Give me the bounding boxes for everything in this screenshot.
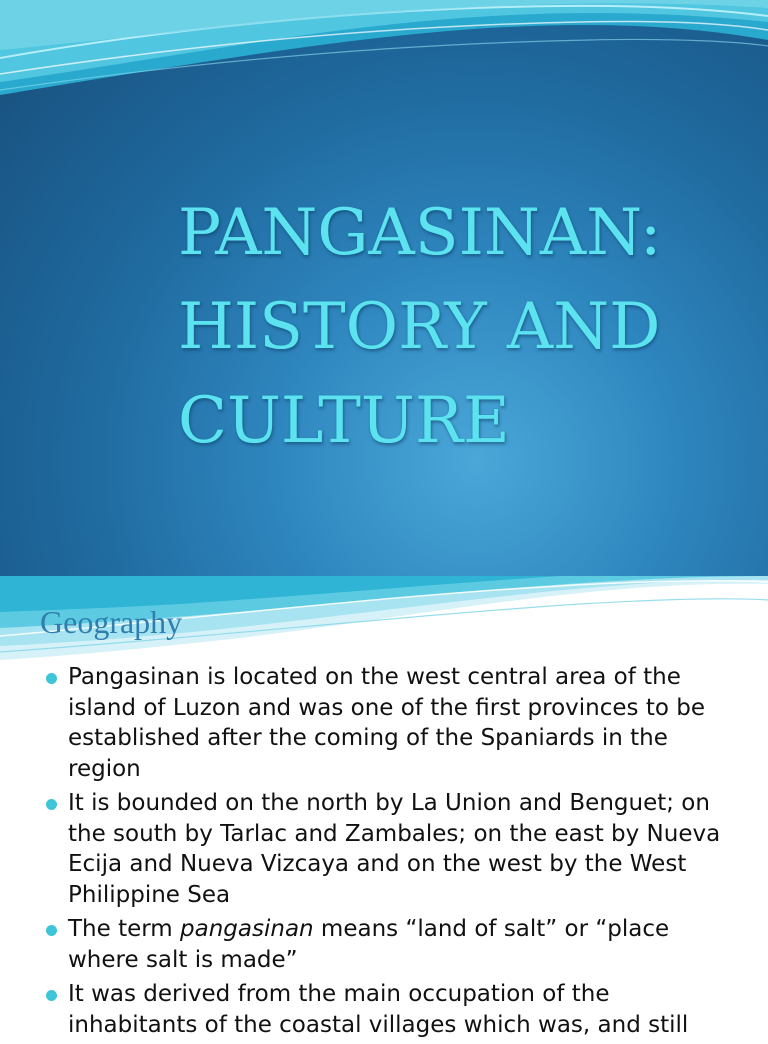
- title-line-3: CULTURE: [178, 384, 510, 458]
- bullet-dot-icon: [46, 673, 57, 684]
- content-slide: [0, 576, 768, 1038]
- section-heading: Geography: [40, 604, 183, 640]
- list-item: [46, 914, 736, 975]
- list-item: [46, 788, 736, 910]
- bullet-text: Pangasinan is located on the west central area of the island of Luzon and was one of the first provinces to be established after the coming of the Spaniards in the region: [68, 664, 705, 782]
- list-item: [46, 662, 736, 784]
- bullet-dot-icon: [46, 990, 57, 1001]
- bullet-dot-icon: [46, 799, 57, 810]
- bullet-text: It was derived from the main occupation of the inhabitants of the coastal villages which was, and still: [68, 981, 689, 1038]
- title-line-1: PANGASINAN:: [178, 196, 662, 270]
- bullet-term-emphasis: pangasinan: [180, 916, 314, 942]
- bullet-dot-icon: [46, 925, 57, 936]
- list-item: [46, 979, 736, 1040]
- bullet-text-pre: The term: [68, 916, 181, 942]
- wave-decoration-top: [0, 0, 768, 110]
- slide-title: [178, 186, 738, 468]
- title-line-2: HISTORY AND: [178, 290, 661, 364]
- bullet-text-post: means “land of salt” or “place where salt is made”: [68, 916, 670, 973]
- bullet-list: [46, 662, 736, 1044]
- bullet-text: It is bounded on the north by La Union and Benguet; on the south by Tarlac and Zambales; on the east by Nueva Ecija and Nueva Vizcaya and on the west by the West Philippine Sea: [68, 790, 721, 908]
